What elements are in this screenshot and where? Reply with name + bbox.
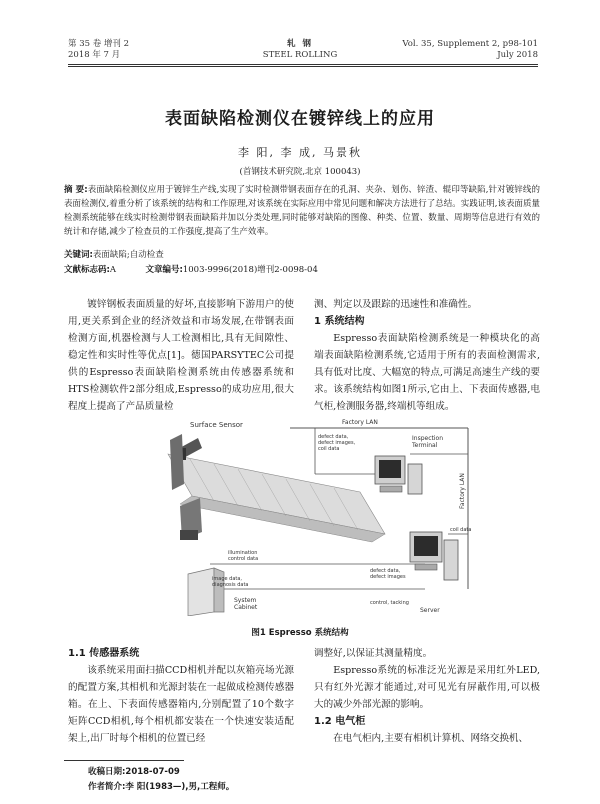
header-rule (68, 64, 538, 65)
date-en: July 2018 (497, 50, 538, 60)
label-control-data: control data (228, 556, 259, 562)
keywords-text: 表面缺陷;自动检查 (92, 250, 164, 260)
label-terminal: Terminal (412, 442, 438, 449)
section-1-paragraph: Espresso表面缺陷检测系统是一种模块化的高端表面缺陷检测系统,它适用于所有的表面检测需求,具有低对比度、大幅宽的特点,可满足高速生产线的要求。该系统结构如图1所示,它由上、下表面传感器,电气柜,检测服务器,终端机等组成。 (314, 333, 540, 412)
volume-en: Vol. 35, Supplement 2, p98-101 (402, 39, 538, 49)
received-date: 收稿日期:2018-07-09 (88, 767, 180, 777)
intro-right-column (314, 296, 540, 415)
system-structure-figure (150, 414, 475, 616)
section-1-2-heading: 1.2 电气柜 (314, 716, 366, 727)
publication-date: 2018 年 7 月 (68, 50, 121, 60)
volume-issue: 第 35 卷 增刊 2 (68, 39, 130, 49)
label-coil-data-2: coil data (450, 527, 472, 533)
intro-paragraph: 镀锌钢板表面质量的好坏,直接影响下游用户的使用,更关系到企业的经济效益和市场发展,在带钢表面检测方面,机器检测与人工检测相比,具有无间隙性、稳定性和实时性等优点[1]。德国PARSYTEC公司提供的Espresso表面缺陷检测系统由传感器系统和HTS检测软件2部分组成,Espresso的成功应用,很大程度上提高了产品质量检 (68, 299, 294, 412)
figure-caption: 图1 Espresso 系统结构 (251, 628, 349, 638)
header-right (380, 39, 538, 61)
server-computer (410, 532, 458, 580)
label-coil-data: coil data (318, 446, 340, 452)
section-1-2-column (314, 645, 540, 747)
label-diagnosis-data: diagnosis data (212, 582, 249, 588)
label-defect-images-2: defect images (370, 574, 406, 580)
keywords (64, 248, 164, 260)
authors: 李 阳, 李 成, 马景秋 (238, 146, 362, 159)
paper-title: 表面缺陷检测仪在镀锌线上的应用 (165, 109, 435, 129)
sensor-continuation: 调整好,以保证其测量精度。 (314, 648, 433, 659)
label-inspection: Inspection (412, 435, 443, 442)
label-illumination: illumination (228, 550, 258, 556)
section-1-heading: 1 系统结构 (314, 316, 365, 327)
affiliation: (首钢技术研究院,北京 100043) (239, 167, 361, 177)
article-meta (64, 263, 318, 275)
label-cabinet: Cabinet (234, 604, 258, 611)
abstract (64, 183, 540, 239)
article-number-label: 文章编号: (145, 265, 183, 275)
header-left (68, 39, 129, 61)
section-1-1-paragraph: 该系统采用面扫描CCD相机并配以灰箱亮场光源的配置方案,其相机和光源封装在一起做成检测传感器箱。在上、下表面传感器箱内,分别配置了10个数字矩阵CCD相机,每个相机都安装在一个快速安装适配架上,出厂时每个相机的位置已经 (68, 665, 294, 744)
clc-label: 文献标志码: (64, 265, 110, 275)
abstract-text: 表面缺陷检测仪应用于镀锌生产线,实现了实时检测带钢表面存在的孔洞、夹杂、划伤、锌渣、辊印等缺陷,针对镀锌线的表面检测仪,着重分析了该系统的结构和工作原理,对该系统在实际应用中常见问题和解决方法进行了总结。实践证明,该表面质量检测系统能够在线实时检测带钢表面缺陷并加以分类处理,同时能够对缺陷的图像、种类、位置、数量、周期等信息进行有效的统计和存储,减少了检查员的工作强度,提高了生产效率。 (64, 185, 540, 237)
intro-left-column (68, 296, 294, 415)
author-bio: 作者简介:李 阳(1983—),男,工程师。 (88, 782, 235, 792)
label-defect-data: defect data, (318, 434, 349, 440)
label-system: System (234, 597, 257, 604)
label-defect-images: defect images, (318, 440, 356, 446)
keywords-label: 关键词: (64, 250, 93, 260)
label-surface-sensor: Surface Sensor (190, 421, 243, 429)
label-server: Server (420, 607, 440, 614)
intro-continuation: 测、判定以及跟踪的迅速性和准确性。 (314, 299, 478, 310)
journal-name-en: STEEL ROLLING (262, 50, 338, 60)
footnote-rule (64, 760, 184, 761)
label-defect-data-2: defect data, (370, 568, 401, 574)
label-factory-lan-side: Factory LAN (459, 473, 466, 509)
cabinet-paragraph: 在电气柜内,主要有相机计算机、网络交换机、 (333, 733, 529, 744)
section-1-1-heading: 1.1 传感器系统 (68, 648, 140, 659)
section-1-1-column (68, 645, 294, 747)
header-rule-2 (68, 66, 538, 67)
clc-value: A (109, 265, 117, 275)
abstract-label: 摘 要: (64, 185, 88, 195)
article-number-value: 1003-9996(2018)增刊2-0098-04 (182, 265, 318, 275)
light-source-paragraph: Espresso系统的标准泛光光源是采用红外LED,只有红外光源才能通过,对可见光有屏蔽作用,可以极大的减少外部光源的影响。 (314, 665, 540, 710)
header-center (250, 39, 350, 61)
label-image-data: image data, (212, 576, 243, 582)
label-factory-lan: Factory LAN (342, 419, 378, 426)
journal-name-cn: 轧 钢 (287, 39, 313, 49)
label-control-tacking: control, tacking (370, 600, 409, 606)
inspection-terminal (375, 456, 422, 494)
